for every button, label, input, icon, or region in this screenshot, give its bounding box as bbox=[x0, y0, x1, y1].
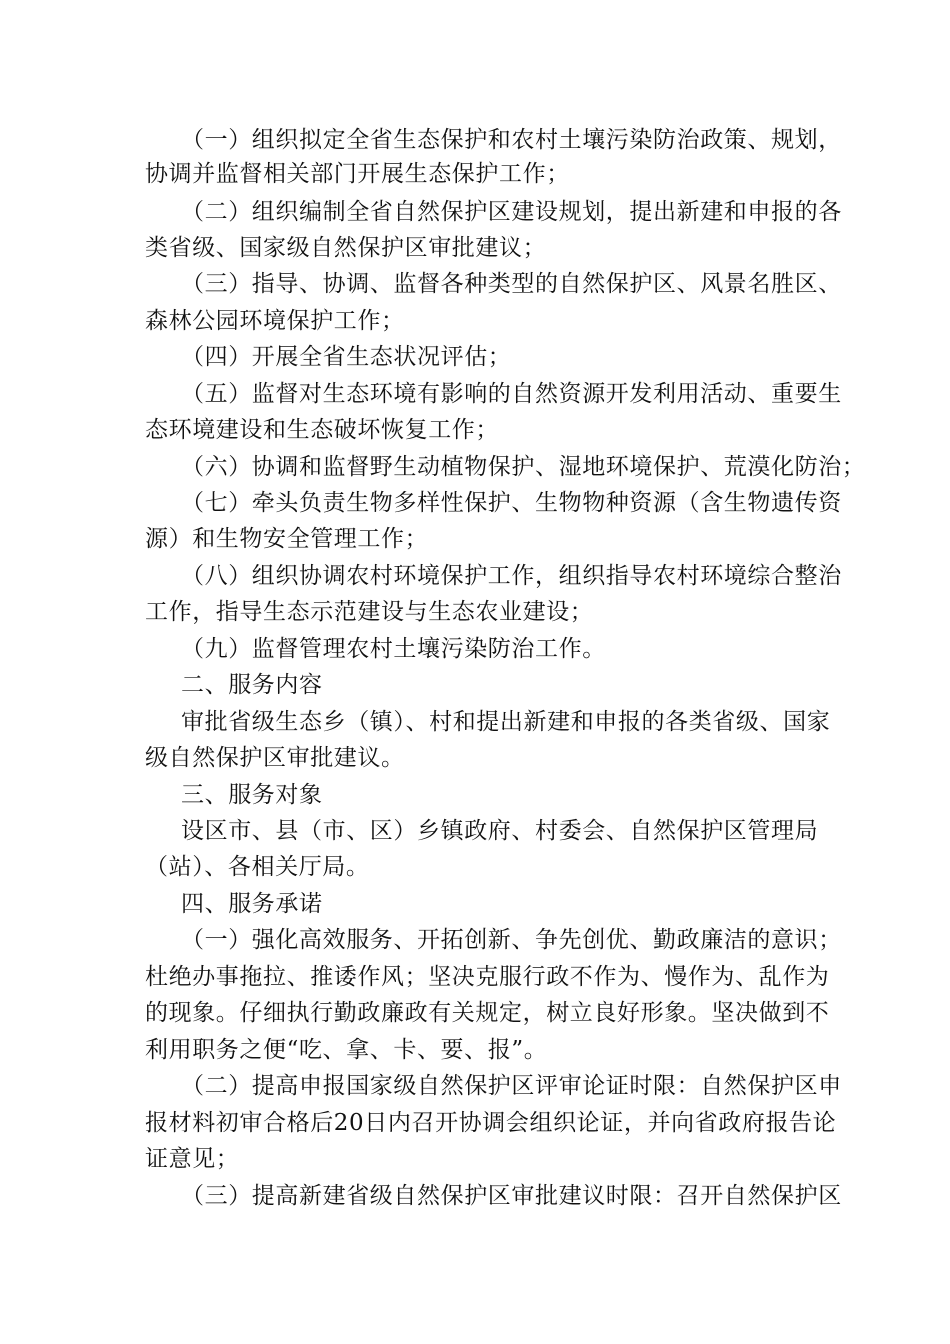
text-line: 报材料初审合格后20日内召开协调会组织论证，并向省政府报告论 bbox=[145, 1110, 837, 1136]
text-line: （九）监督管理农村土壤污染防治工作。 bbox=[181, 636, 606, 662]
text-line: （站）、各相关厅局。 bbox=[145, 854, 370, 880]
text-line: （八）组织协调农村环境保护工作，组织指导农村环境综合整治 bbox=[181, 563, 842, 589]
text-line: 源）和生物安全管理工作； bbox=[145, 526, 429, 552]
text-line: （一）组织拟定全省生态保护和农村土壤污染防治政策、规划， bbox=[181, 127, 842, 153]
text-line: 工作，指导生态示范建设与生态农业建设； bbox=[145, 599, 594, 625]
text-line: 杜绝办事拖拉、推诿作风；坚决克服行政不作为、慢作为、乱作为 bbox=[145, 964, 830, 990]
text-line: （三）指导、协调、监督各种类型的自然保护区、风景名胜区、 bbox=[181, 271, 842, 297]
text-line: （七）牵头负责生物多样性保护、生物物种资源（含生物遗传资 bbox=[181, 490, 842, 516]
text-line: 态环境建设和生态破坏恢复工作； bbox=[145, 417, 499, 443]
text-line: （一）强化高效服务、开拓创新、争先创优、勤政廉洁的意识； bbox=[181, 927, 842, 953]
section-heading: 四、服务承诺 bbox=[181, 891, 323, 917]
text-line: （二）组织编制全省自然保护区建设规划，提出新建和申报的各 bbox=[181, 199, 842, 225]
text-line: 类省级、国家级自然保护区审批建议； bbox=[145, 235, 547, 261]
text-line: 级自然保护区审批建议。 bbox=[145, 745, 405, 771]
text-line: 审批省级生态乡（镇）、村和提出新建和申报的各类省级、国家 bbox=[181, 709, 831, 735]
text-line: （四）开展全省生态状况评估； bbox=[181, 344, 512, 370]
section-heading: 二、服务内容 bbox=[181, 672, 323, 698]
text-line: 的现象。仔细执行勤政廉政有关规定，树立良好形象。坚决做到不 bbox=[145, 1000, 830, 1026]
section-heading: 三、服务对象 bbox=[181, 782, 323, 808]
text-line: （六）协调和监督野生动植物保护、湿地环境保护、荒漠化防治； bbox=[181, 454, 866, 480]
text-line: 证意见； bbox=[145, 1146, 240, 1172]
text-line: （三）提高新建省级自然保护区审批建议时限：召开自然保护区 bbox=[181, 1183, 842, 1209]
text-line: 森林公园环境保护工作； bbox=[145, 308, 405, 334]
text-line: （五）监督对生态环境有影响的自然资源开发利用活动、重要生 bbox=[181, 381, 842, 407]
text-line: 协调并监督相关部门开展生态保护工作； bbox=[145, 161, 570, 187]
text-line: 利用职务之便“吃、拿、卡、要、报”。 bbox=[145, 1037, 548, 1063]
text-line: 设区市、县（市、区）乡镇政府、村委会、自然保护区管理局 bbox=[181, 818, 819, 844]
text-line: （二）提高申报国家级自然保护区评审论证时限：自然保护区申 bbox=[181, 1073, 842, 1099]
